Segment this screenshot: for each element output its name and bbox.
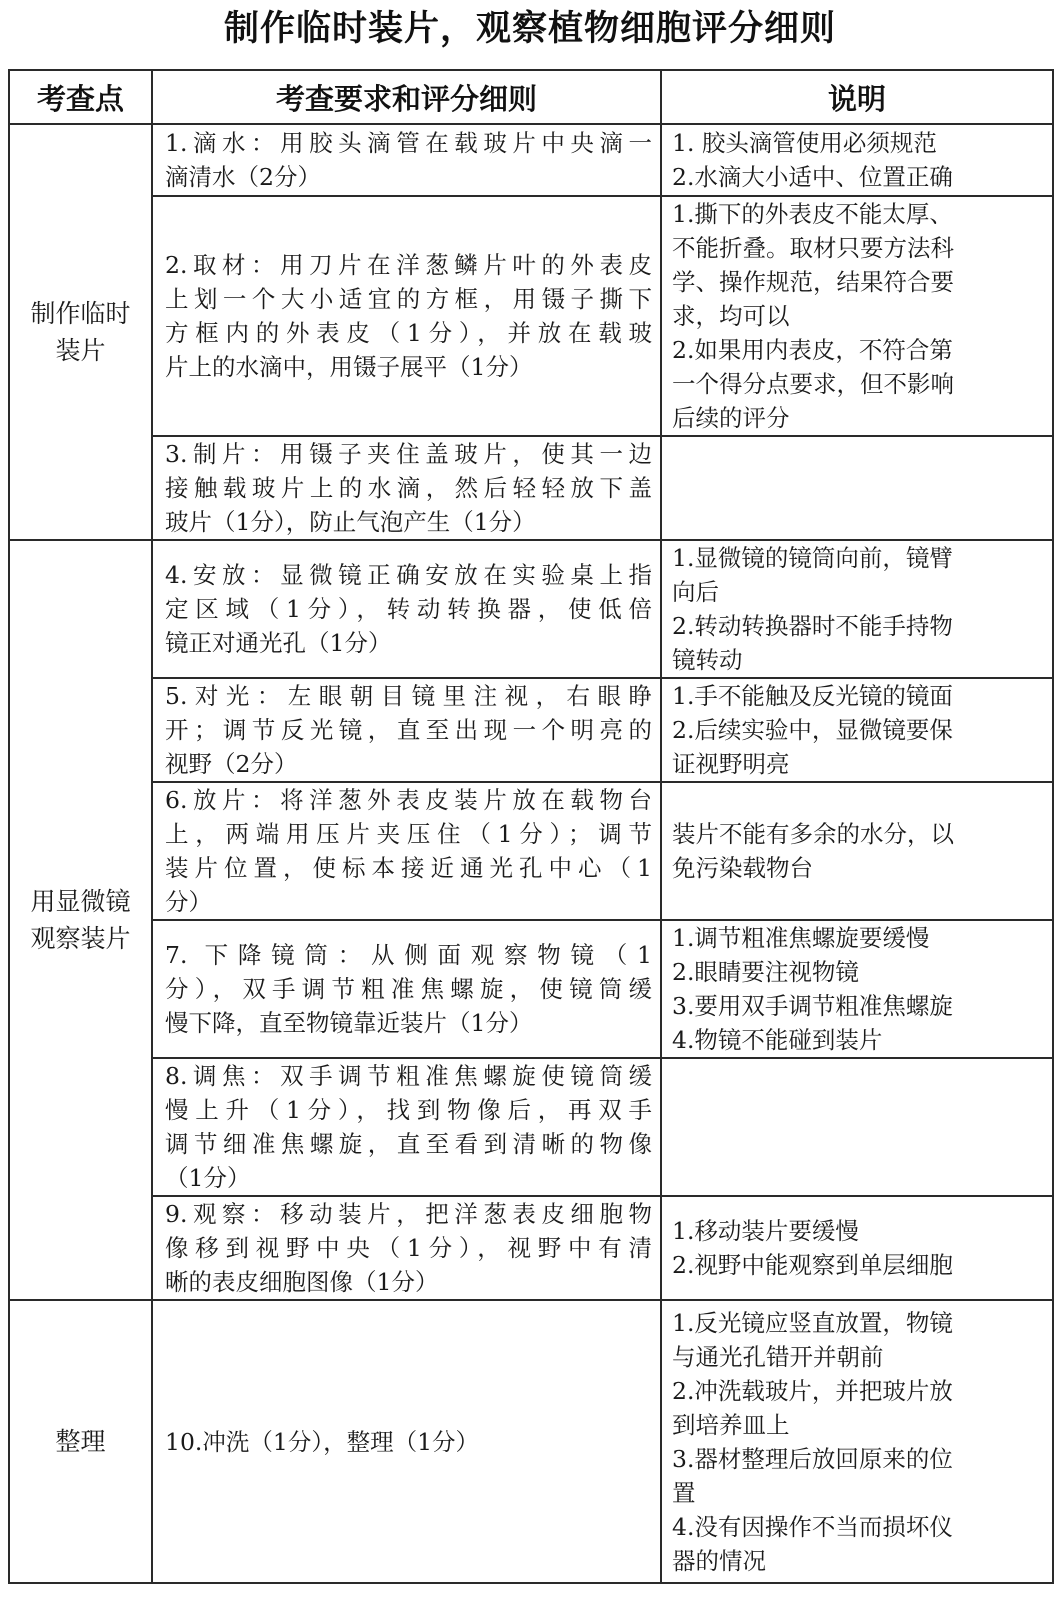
text-line: 2.后续实验中，显微镜要保 [672,716,953,744]
requirement-cell [152,540,661,678]
table-row [9,196,1053,436]
text-line: 1.手不能触及反光镜的镜面 [672,682,953,710]
text-line: 一个得分点要求，但不影响 [672,370,954,398]
text-line: 片上的水滴中，用镊子展平（1分） [165,353,533,381]
text-line: 器的情况 [672,1546,766,1575]
text-line: 1.撕下的外表皮不能太厚、 [672,200,953,228]
check-point-cell [9,124,152,540]
check-point-line: 装片 [55,336,106,365]
text-line: 后续的评分 [672,404,790,432]
text-line: 1. 胶头滴管使用必须规范 [672,129,937,157]
text-line: 像移到视野中央（1分），视野中有清 [165,1234,652,1262]
text-line: 学、操作规范，结果符合要 [672,268,954,296]
check-point-cell [9,540,152,1300]
check-point-cell [9,1300,152,1583]
requirement-cell [152,920,661,1058]
text-line: 视野（2分） [165,750,298,778]
check-point-line: 整理 [55,1427,106,1456]
check-point-line: 用显微镜 [30,887,131,916]
note-cell [661,782,1053,920]
text-line: 玻片（1分），防止气泡产生（1分） [165,508,536,536]
table-row [9,678,1053,782]
note-cell [661,196,1053,436]
text-line: 3.制片：用镊子夹住盖玻片，使其一边 [165,440,652,468]
text-line: 9.观察：移动装片，把洋葱表皮细胞物 [165,1200,652,1228]
text-line: 1.显微镜的镜筒向前，镜臂 [672,544,953,572]
text-line: 2.视野中能观察到单层细胞 [672,1251,953,1279]
note-cell [661,1058,1053,1196]
check-point-line: 制作临时 [30,299,131,328]
note-cell [661,1300,1053,1583]
requirement-cell [152,1058,661,1196]
text-line: 调节细准焦螺旋，直至看到清晰的物像 [165,1130,652,1158]
text-line: 4.没有因操作不当而损坏仪 [672,1512,953,1541]
text-line: 8.调焦：双手调节粗准焦螺旋使镜筒缓 [165,1062,652,1090]
text-line: 求，均可以 [672,302,790,330]
text-line: 装片不能有多余的水分，以 [672,820,954,848]
text-line: 2.取材：用刀片在洋葱鳞片叶的外表皮 [165,251,652,279]
text-line: 1.移动装片要缓慢 [672,1217,859,1245]
text-line: 定区域（1分），转动转换器，使低倍 [165,595,652,623]
text-line: 4.安放：显微镜正确安放在实验桌上指 [165,561,652,589]
requirement-cell [152,124,661,196]
table-row [9,1300,1053,1583]
text-line: 到培养皿上 [672,1410,790,1439]
text-line: 2.冲洗载玻片，并把玻片放 [672,1376,953,1405]
text-line: 上，两端用压片夹压住（1分）；调节 [165,820,652,848]
text-line: 置 [672,1478,696,1507]
text-line: 上划一个大小适宜的方框，用镊子撕下 [165,285,652,313]
text-line: 1.反光镜应竖直放置，物镜 [672,1308,953,1337]
note-cell [661,920,1053,1058]
header-requirements: 考查要求和评分细则 [152,70,661,124]
requirement-cell [152,678,661,782]
text-line: （1分） [165,1164,251,1192]
page-title: 制作临时装片，观察植物细胞评分细则 [223,9,836,49]
text-line: 分） [165,888,212,916]
text-line: 5.对光：左眼朝目镜里注视，右眼睁 [165,682,652,710]
header-check-point: 考查点 [9,70,152,124]
text-line: 镜正对通光孔（1分） [165,629,392,657]
text-line: 1.滴水：用胶头滴管在载玻片中央滴一 [165,129,652,157]
text-line: 2.转动转换器时不能手持物 [672,612,953,640]
text-line: 镜转动 [672,646,743,674]
requirement-cell [152,782,661,920]
text-line: 分），双手调节粗准焦螺旋，使镜筒缓 [165,975,652,1003]
requirement-cell [152,436,661,540]
note-cell [661,124,1053,196]
table-row [9,1196,1053,1300]
table-row [9,436,1053,540]
text-line: 慢下降，直至物镜靠近装片（1分） [165,1009,533,1037]
text-line: 2.水滴大小适中、位置正确 [672,163,953,191]
text-line: 不能折叠。取材只要方法科 [672,234,954,262]
scoring-table [8,69,1054,1584]
requirement-cell [152,1196,661,1300]
note-cell [661,678,1053,782]
text-line: 滴清水（2分） [165,163,321,191]
table-row [9,1058,1053,1196]
note-cell [661,540,1053,678]
text-line: 1.调节粗准焦螺旋要缓慢 [672,924,930,952]
text-line: 慢上升（1分），找到物像后，再双手 [165,1096,652,1124]
text-line: 4.物镜不能碰到装片 [672,1026,883,1054]
header-notes: 说明 [661,70,1053,124]
table-row [9,920,1053,1058]
text-line: 2.如果用内表皮，不符合第 [672,336,953,364]
text-line: 方框内的外表皮（1分），并放在载玻 [165,319,652,347]
text-line: 3.器材整理后放回原来的位 [672,1444,953,1473]
text-line: 向后 [672,578,719,606]
text-line: 3.要用双手调节粗准焦螺旋 [672,992,953,1020]
text-line: 与通光孔错开并朝前 [672,1342,884,1371]
requirement-cell [152,196,661,436]
table-row [9,782,1053,920]
note-cell [661,436,1053,540]
text-line: 6.放片：将洋葱外表皮装片放在载物台 [165,786,652,814]
table-row [9,540,1053,678]
table-header-row [9,70,1053,124]
text-line: 晰的表皮细胞图像（1分） [165,1268,439,1296]
text-line: 证视野明亮 [672,750,790,778]
text-line: 装片位置，使标本接近通光孔中心（1 [165,854,652,882]
text-line: 7. 下降镜筒：从侧面观察物镜（1 [165,941,652,969]
text-line: 接触载玻片上的水滴，然后轻轻放下盖 [165,474,652,502]
requirement-cell [152,1300,661,1583]
table-row [9,124,1053,196]
note-cell [661,1196,1053,1300]
text-line: 开；调节反光镜，直至出现一个明亮的 [165,716,652,744]
text-line: 免污染载物台 [672,854,813,882]
text-line: 2.眼睛要注视物镜 [672,958,859,986]
check-point-line: 观察装片 [30,924,131,953]
text-line: 10.冲洗（1分），整理（1分） [165,1427,480,1456]
